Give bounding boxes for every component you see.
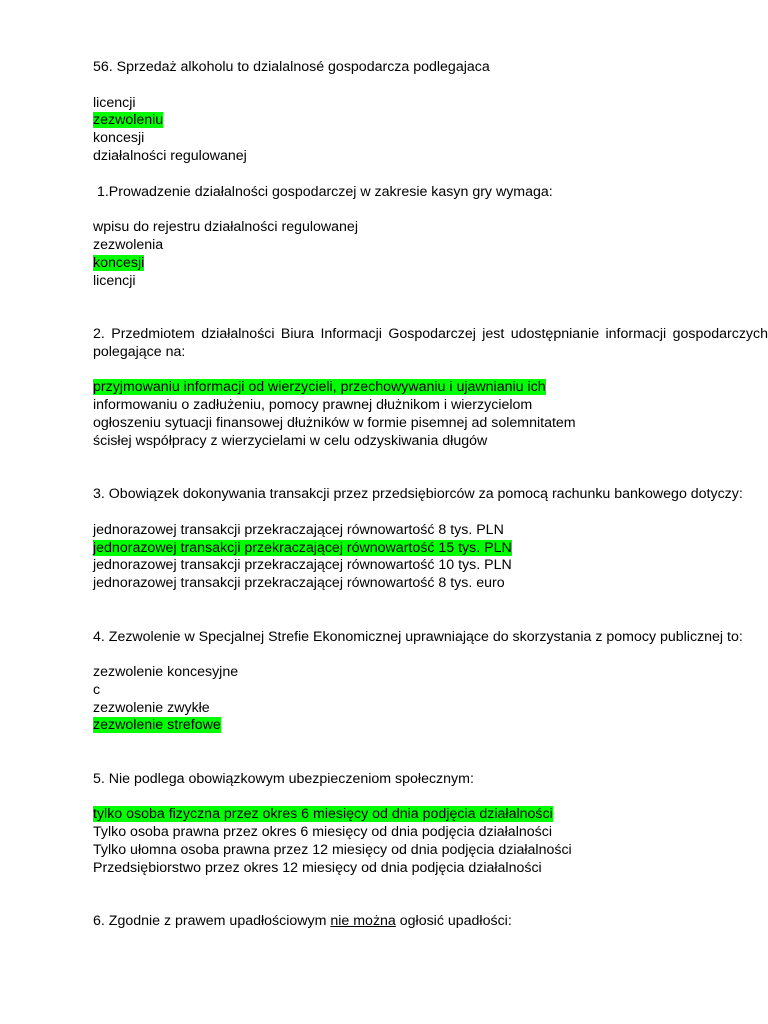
q56-option-a: licencji bbox=[93, 94, 136, 111]
q3-option-d: jednorazowej transakcji przekraczającej równowartość 8 tys. euro bbox=[93, 575, 505, 592]
q4-option-d-correct: zezwolenie strefowe bbox=[93, 717, 221, 734]
q4-option-b: c bbox=[93, 681, 101, 698]
q56-option-c: koncesji bbox=[93, 130, 145, 147]
q1-option-b: zezwolenia bbox=[93, 236, 164, 253]
q3-option-b-correct: jednorazowej transakcji przekraczającej równowartość 15 tys. PLN bbox=[93, 539, 512, 556]
q6-underlined: nie można bbox=[330, 913, 396, 930]
q1-option-d: licencji bbox=[93, 272, 136, 289]
q2-option-d: ścisłej współpracy z wierzycielami w celu odzyskiwania długów bbox=[93, 432, 488, 449]
question-3: 3. Obowiązek dokonywania transakcji przez przedsiębiorców za pomocą rachunku bankowego dotyczy: bbox=[93, 486, 743, 503]
q2-option-b: informowaniu o zadłużeniu, pomocy prawnej dłużnikom i wierzycielom bbox=[93, 397, 533, 414]
question-6 bbox=[93, 913, 768, 931]
question-1: 1.Prowadzenie działalności gospodarczej w zakresie kasyn gry wymaga: bbox=[93, 183, 553, 200]
q3-option-a: jednorazowej transakcji przekraczającej równowartość 8 tys. PLN bbox=[93, 521, 504, 538]
question-2: 2. Przedmiotem działalności Biura Informacji Gospodarczej jest udostępnianie informacji gospodarczych polegające na: bbox=[93, 325, 768, 360]
document-page bbox=[93, 59, 768, 931]
question-56: 56. Sprzedaż alkoholu to dzialalnosé gospodarcza podlegajaca bbox=[93, 59, 490, 75]
q3-option-c: jednorazowej transakcji przekraczającej równowartość 10 tys. PLN bbox=[93, 557, 512, 574]
q2-option-a-correct: przyjmowaniu informacji od wierzycieli, przechowywaniu i ujawnianiu ich bbox=[93, 379, 546, 396]
q1-option-c-correct: koncesji bbox=[93, 254, 145, 271]
q56-option-b-correct: zezwoleniu bbox=[93, 112, 164, 129]
q5-option-d: Przedsiębiorstwo przez okres 12 miesięcy od dnia podjęcia działalności bbox=[93, 859, 542, 876]
q4-option-c: zezwolenie zwykłe bbox=[93, 699, 210, 716]
q2-option-c: ogłoszeniu sytuacji finansowej dłużników w formie pisemnej ad solemnitatem bbox=[93, 414, 576, 431]
q4-option-a: zezwolenie koncesyjne bbox=[93, 664, 239, 681]
q5-option-b: Tylko osoba prawna przez okres 6 miesięcy od dnia podjęcia działalności bbox=[93, 824, 552, 841]
q5-option-a-correct: tylko osoba fizyczna przez okres 6 miesięcy od dnia podjęcia działalności bbox=[93, 806, 553, 823]
question-5: 5. Nie podlega obowiązkowym ubezpieczeniom społecznym: bbox=[93, 770, 474, 787]
question-4: 4. Zezwolenie w Specjalnej Strefie Ekonomicznej uprawniające do skorzystania z pomocy publicznej to: bbox=[93, 628, 743, 645]
q56-option-d: działalności regulowanej bbox=[93, 147, 247, 164]
q6-suffix: ogłosić upadłości: bbox=[395, 913, 512, 930]
q6-prefix: 6. Zgodnie z prawem upadłościowym bbox=[93, 913, 331, 930]
q5-option-c: Tylko ułomna osoba prawna przez 12 miesięcy od dnia podjęcia działalności bbox=[93, 842, 572, 859]
q1-option-a: wpisu do rejestru działalności regulowanej bbox=[93, 219, 358, 236]
